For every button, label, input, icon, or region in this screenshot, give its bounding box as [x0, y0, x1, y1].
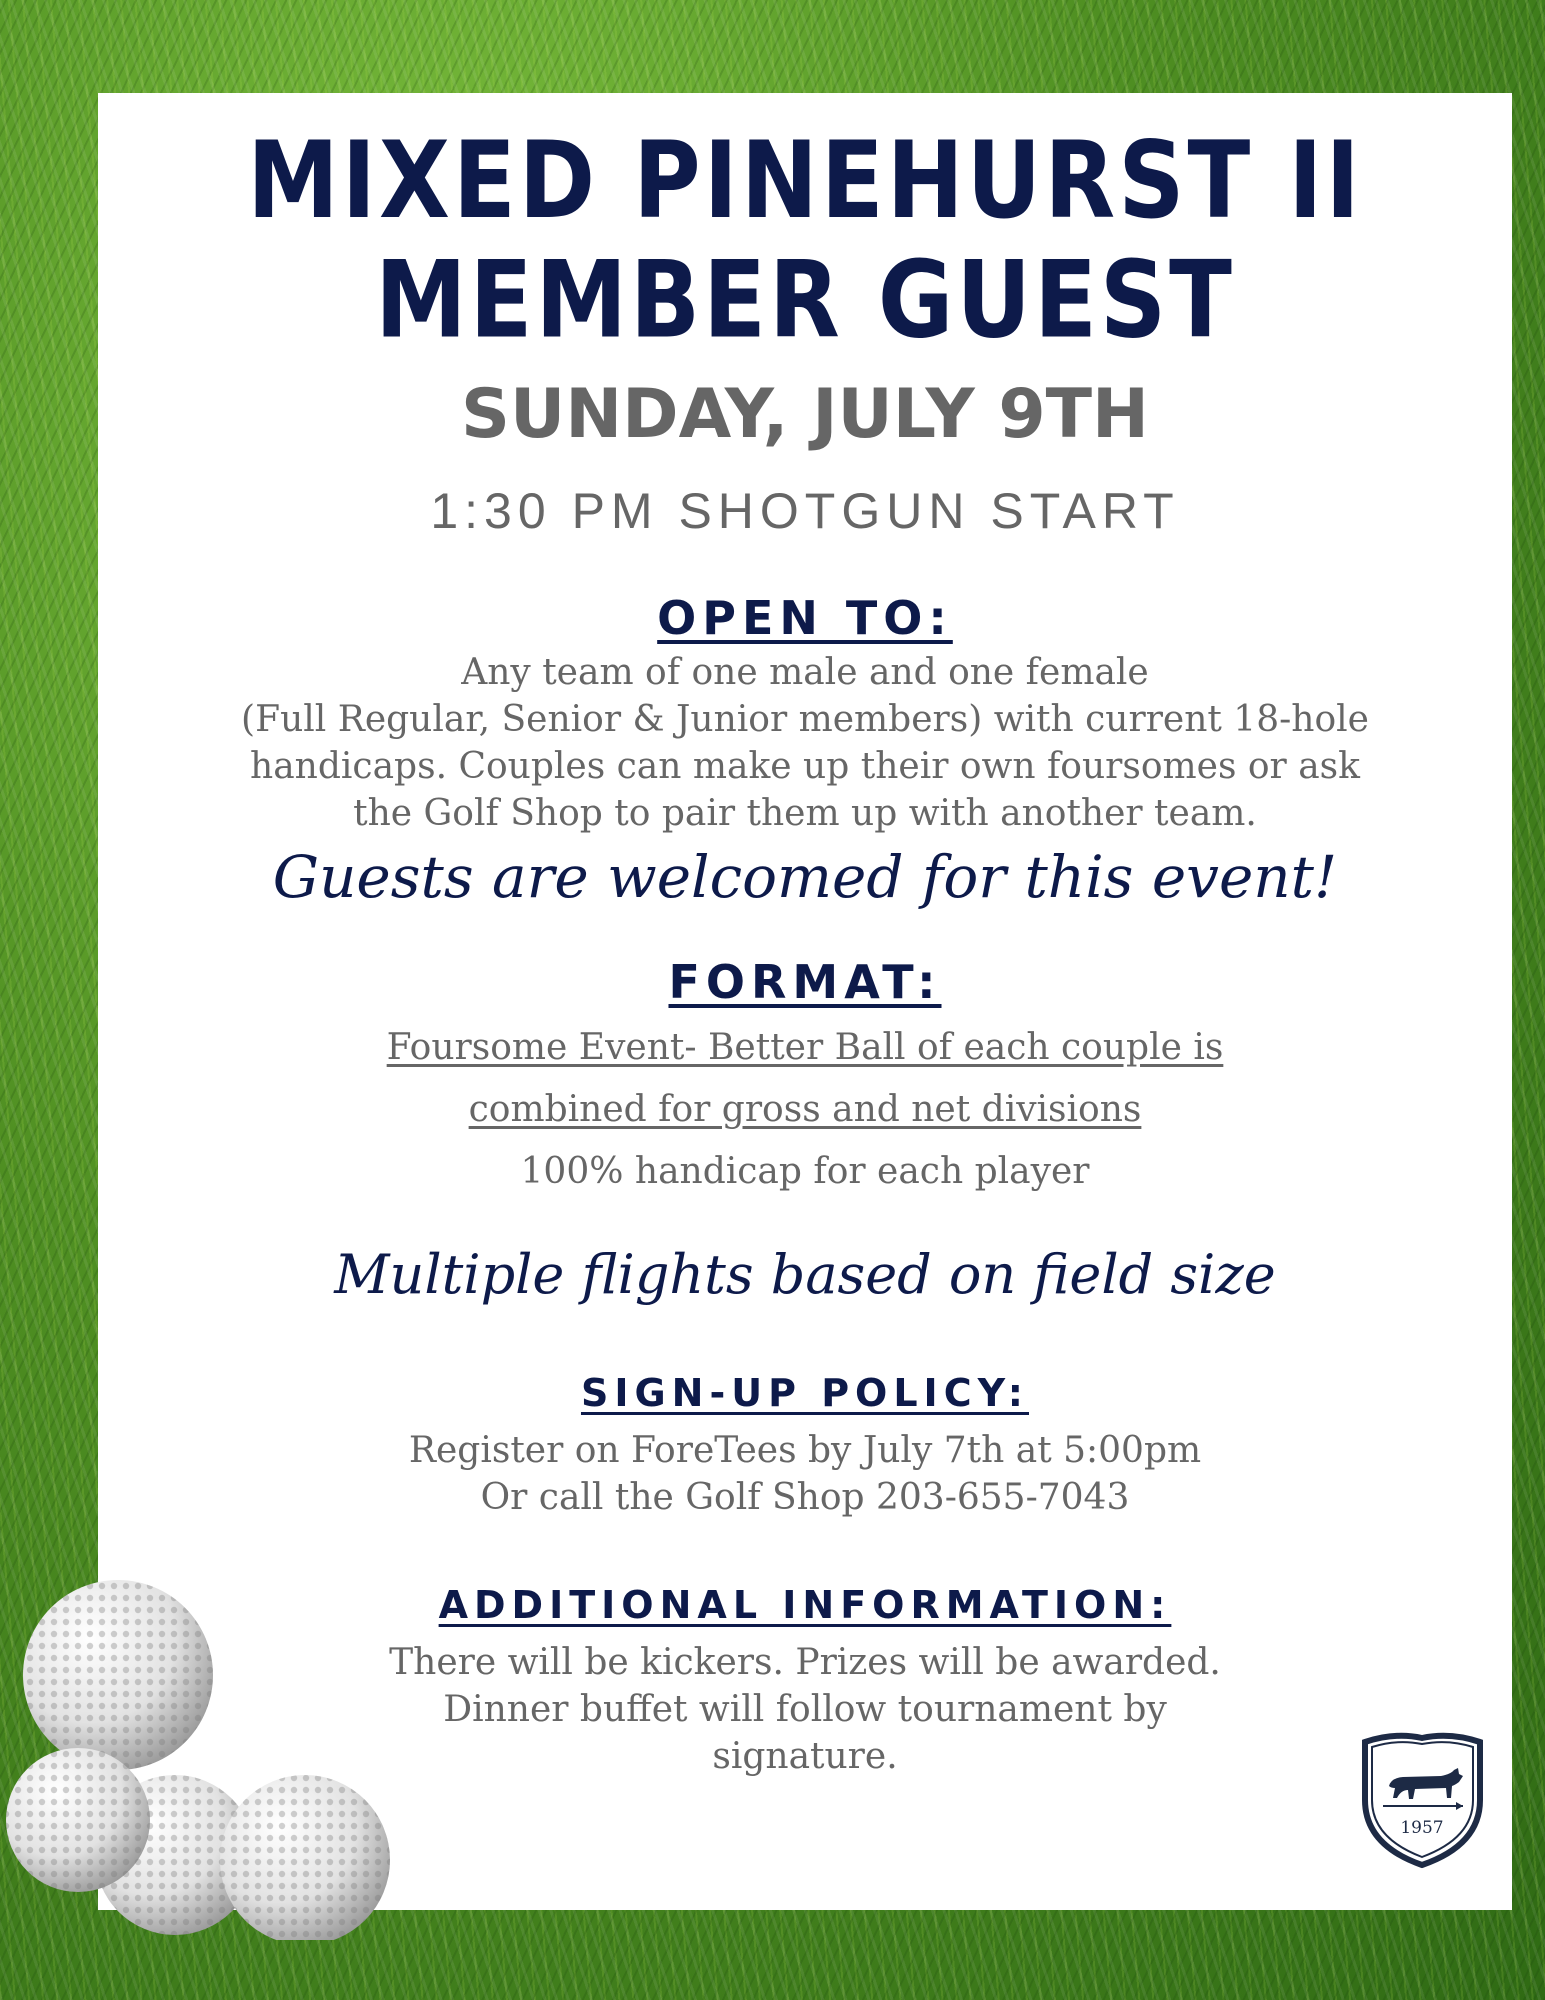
flights-note: Multiple flights based on field size	[334, 1243, 1276, 1306]
signup-heading: SIGN-UP POLICY:	[580, 1371, 1029, 1415]
flyer-content	[98, 93, 1512, 1780]
open-to-heading: OPEN TO:	[657, 591, 953, 645]
open-to-line: handicaps. Couples can make up their own foursomes or ask	[250, 746, 1360, 787]
event-title	[98, 121, 1512, 360]
golf-balls-icon	[0, 1580, 400, 1940]
golf-ball-back	[23, 1580, 213, 1770]
event-title-line-2: MEMBER GUEST	[375, 238, 1235, 362]
additional-info-line: signature.	[712, 1736, 898, 1777]
format-heading: FORMAT:	[668, 955, 942, 1009]
additional-info-line: Dinner buffet will follow tournament by	[443, 1689, 1167, 1730]
open-to-line: (Full Regular, Senior & Junior members) with current 18-hole	[241, 699, 1369, 740]
signup-line: Register on ForeTees by July 7th at 5:00pm	[408, 1430, 1202, 1471]
format-text	[98, 1017, 1512, 1203]
open-to-line: the Golf Shop to pair them up with another team.	[353, 793, 1257, 834]
guests-welcome-note: Guests are welcomed for this event!	[272, 843, 1338, 911]
open-to-text	[158, 649, 1452, 837]
golf-ball-left	[6, 1748, 150, 1892]
golf-ball-front	[220, 1775, 390, 1940]
open-to-line: Any team of one male and one female	[461, 652, 1149, 693]
club-crest-logo	[1355, 1730, 1490, 1870]
format-line: 100% handicap for each player	[520, 1151, 1090, 1192]
signup-line: Or call the Golf Shop 203-655-7043	[480, 1477, 1130, 1518]
format-line: combined for gross and net divisions	[468, 1089, 1142, 1130]
event-title-line-1: MIXED PINEHURST II	[247, 119, 1363, 243]
format-line: Foursome Event- Better Ball of each couple is	[386, 1027, 1224, 1068]
crest-year: 1957	[1400, 1818, 1444, 1838]
additional-info-line: There will be kickers. Prizes will be awarded.	[389, 1642, 1221, 1683]
additional-info-heading: ADDITIONAL INFORMATION:	[438, 1583, 1172, 1627]
event-date: SUNDAY, JULY 9TH	[461, 375, 1149, 454]
event-start-time: 1:30 PM SHOTGUN START	[430, 483, 1180, 539]
signup-text	[158, 1427, 1452, 1521]
